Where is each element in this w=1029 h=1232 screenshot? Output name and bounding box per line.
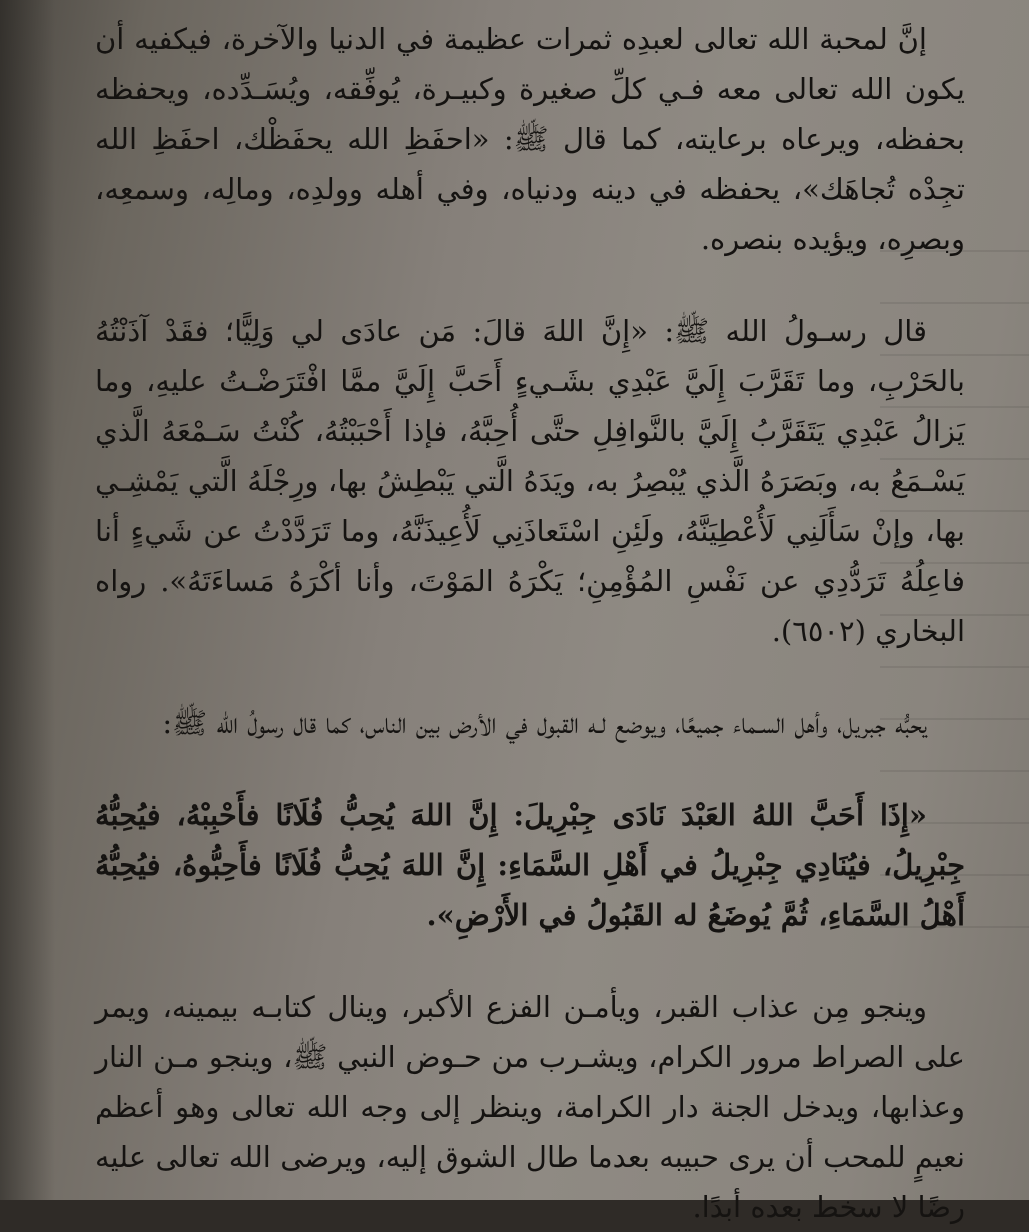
paragraph-salvation: وينجو مِن عذاب القبر، ويأمـن الفزع الأكبر، وينال كتابـه بيمينه، ويمر على الصراط مرور الكرام، ويشـرب من حـوض النبي ﷺ، وينجو مـن النار وعذابها، ويدخل الجنة دار الكرامة، وينظر إلى وجه الله تعالى وهو أعظم نعيمٍ للمحب أن يرى حبيبه بعدما طال الشوق إليه، ويرضى الله تعالى عليه رضًا لا سخط بعده أبدًا. bbox=[95, 990, 965, 1224]
page-gutter-shadow bbox=[0, 0, 55, 1200]
paragraph-jibril-love: يحبُّه جبريل، وأهل السـماء جميعًا، ويوضع لـه القبول في الأرض بين الناس، كما قال رسولُ الله ﷺ: bbox=[162, 706, 927, 740]
page-text bbox=[95, 14, 965, 1232]
paragraph-hadith-jibril: «إِذَا أَحَبَّ اللهُ العَبْدَ نَادَى جِبْرِيلَ: إِنَّ اللهَ يُحِبُّ فُلَانًا فأَحْبِبْهُ، فيُحِبُّهُ جِبْرِيلُ، فيُنَادِي جِبْرِيلُ في أَهْلِ السَّمَاءِ: إِنَّ اللهَ يُحِبُّ فُلَانًا فأَحِبُّوهُ، فيُحِبُّهُ أَهْلُ السَّمَاءِ، ثُمَّ يُوضَعُ له القَبُولُ في الأَرْضِ». bbox=[95, 798, 965, 932]
paragraph-hadith-qudsi: قال رسـولُ الله ﷺ: «إِنَّ اللهَ قالَ: مَن عادَى لي وَلِيًّا؛ فقَدْ آذَنْتُهُ بالحَرْبِ، وما تَقَرَّبَ إِلَيَّ عَبْدِي بشَـيءٍ أَحَبَّ إِلَيَّ ممَّا افْتَرَضْـتُ عليهِ، وما يَزالُ عَبْدِي يَتَقَرَّبُ إِلَيَّ بالنَّوافِلِ حتَّى أُحِبَّهُ، فإذا أَحْبَبْتُهُ، كُنْتُ سَـمْعَهُ الَّذي يَسْـمَعُ به، وبَصَرَهُ الَّذي يُبْصِرُ به، ويَدَهُ الَّتي يَبْطِشُ بها، ورِجْلَهُ الَّتي يَمْشِـي بها، وإنْ سَأَلَنِي لَأُعْطِيَنَّهُ، ولَئِنِ اسْتَعاذَنِي لَأُعِيذَنَّهُ، وما تَرَدَّدْتُ عن شَيءٍ أنا فاعِلُهُ تَرَدُّدِي عن نَفْسِ المُؤْمِنِ؛ يَكْرَهُ المَوْتَ، وأنا أكْرَهُ مَساءَتَهُ». رواه البخاري (٦٥٠٢). bbox=[95, 314, 965, 648]
paragraph-fruits-of-love: إنَّ لمحبة الله تعالى لعبدِه ثمرات عظيمة في الدنيا والآخرة، فيكفيه أن يكون الله تعالى معه فـي كلِّ صغيرة وكبيـرة، يُوفِّقه، ويُسَـدِّده، ويحفظه بحفظه، ويرعاه برعايته، كما قال ﷺ: «احفَظِ الله يحفَظْك، احفَظِ الله تجِدْه تُجاهَك»، يحفظه في دينه ودنياه، وفي أهله وولدِه، ومالِه، وسمعِه، وبصرِه، ويؤيده بنصره. bbox=[95, 22, 965, 256]
